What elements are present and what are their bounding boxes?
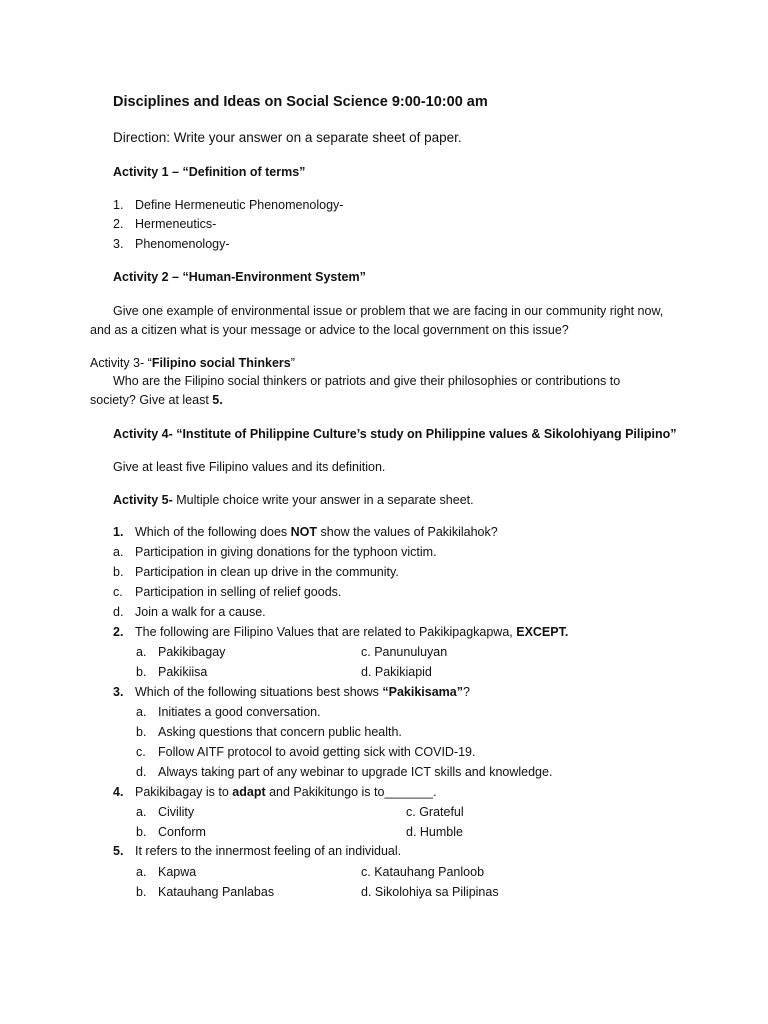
option: b. Conform — [136, 825, 206, 839]
activity5-heading: Activity 5- Multiple choice write your answer in a separate sheet. — [113, 493, 474, 507]
option: a. Kapwa — [136, 865, 197, 879]
option: c. Follow AITF protocol to avoid getting sick with COVID-19. — [136, 745, 476, 759]
list-item: 3. Phenomenology- — [113, 237, 230, 251]
page-title: Disciplines and Ideas on Social Science 9:00-10:00 am — [113, 94, 488, 110]
option: b. Pakikiisa — [136, 665, 208, 679]
activity2-heading: Activity 2 – “Human-Environment System” — [113, 270, 366, 284]
question-2: 2. The following are Filipino Values that are related to Pakikipagkapwa, EXCEPT. — [113, 625, 569, 639]
option: b. Katauhang Panlabas — [136, 885, 275, 899]
option: a. Pakikibagay — [136, 645, 226, 659]
option: d. Always taking part of any webinar to upgrade ICT skills and knowledge. — [136, 765, 553, 779]
activity1-heading: Activity 1 – “Definition of terms” — [113, 165, 306, 179]
option: c. Katauhang Panloob — [361, 865, 485, 879]
activity3-heading: Activity 3- “Filipino social Thinkers” — [90, 356, 295, 370]
option: c. Participation in selling of relief goods. — [113, 585, 342, 599]
option: c. Grateful — [406, 805, 464, 819]
option: b. Asking questions that concern public health. — [136, 725, 402, 739]
activity2-line1: Give one example of environmental issue or problem that we are facing in our community right now, — [113, 304, 664, 318]
option: d. Pakikiapid — [361, 665, 432, 679]
option: b. Participation in clean up drive in the community. — [113, 565, 399, 579]
activity4-heading: Activity 4- “Institute of Philippine Culture’s study on Philippine values & Sikolohiyang Pilipino” — [113, 427, 677, 441]
activity3-line2: society? Give at least 5. — [90, 393, 223, 407]
option: d. Humble — [406, 825, 463, 839]
list-item: 2. Hermeneutics- — [113, 217, 217, 231]
option: d. Join a walk for a cause. — [113, 605, 266, 619]
option: a. Participation in giving donations for the typhoon victim. — [113, 545, 437, 559]
list-item: 1. Define Hermeneutic Phenomenology- — [113, 198, 344, 212]
direction-text: Direction: Write your answer on a separate sheet of paper. — [113, 130, 462, 145]
question-4: 4. Pakikibagay is to adapt and Pakikitungo is to_______. — [113, 785, 437, 799]
activity2-line2: and as a citizen what is your message or advice to the local government on this issue? — [90, 323, 569, 337]
question-5: 5. It refers to the innermost feeling of an individual. — [113, 844, 402, 858]
option: a. Civility — [136, 805, 195, 819]
activity4-body: Give at least five Filipino values and its definition. — [113, 460, 386, 474]
option: d. Sikolohiya sa Pilipinas — [361, 885, 499, 899]
option: a. Initiates a good conversation. — [136, 705, 321, 719]
option: c. Panunuluyan — [361, 645, 448, 659]
question-1: 1. Which of the following does NOT show the values of Pakikilahok? — [113, 525, 498, 539]
question-3: 3. Which of the following situations best shows “Pakikisama”? — [113, 685, 470, 699]
activity3-line1: Who are the Filipino social thinkers or patriots and give their philosophies or contributions to — [113, 374, 621, 388]
